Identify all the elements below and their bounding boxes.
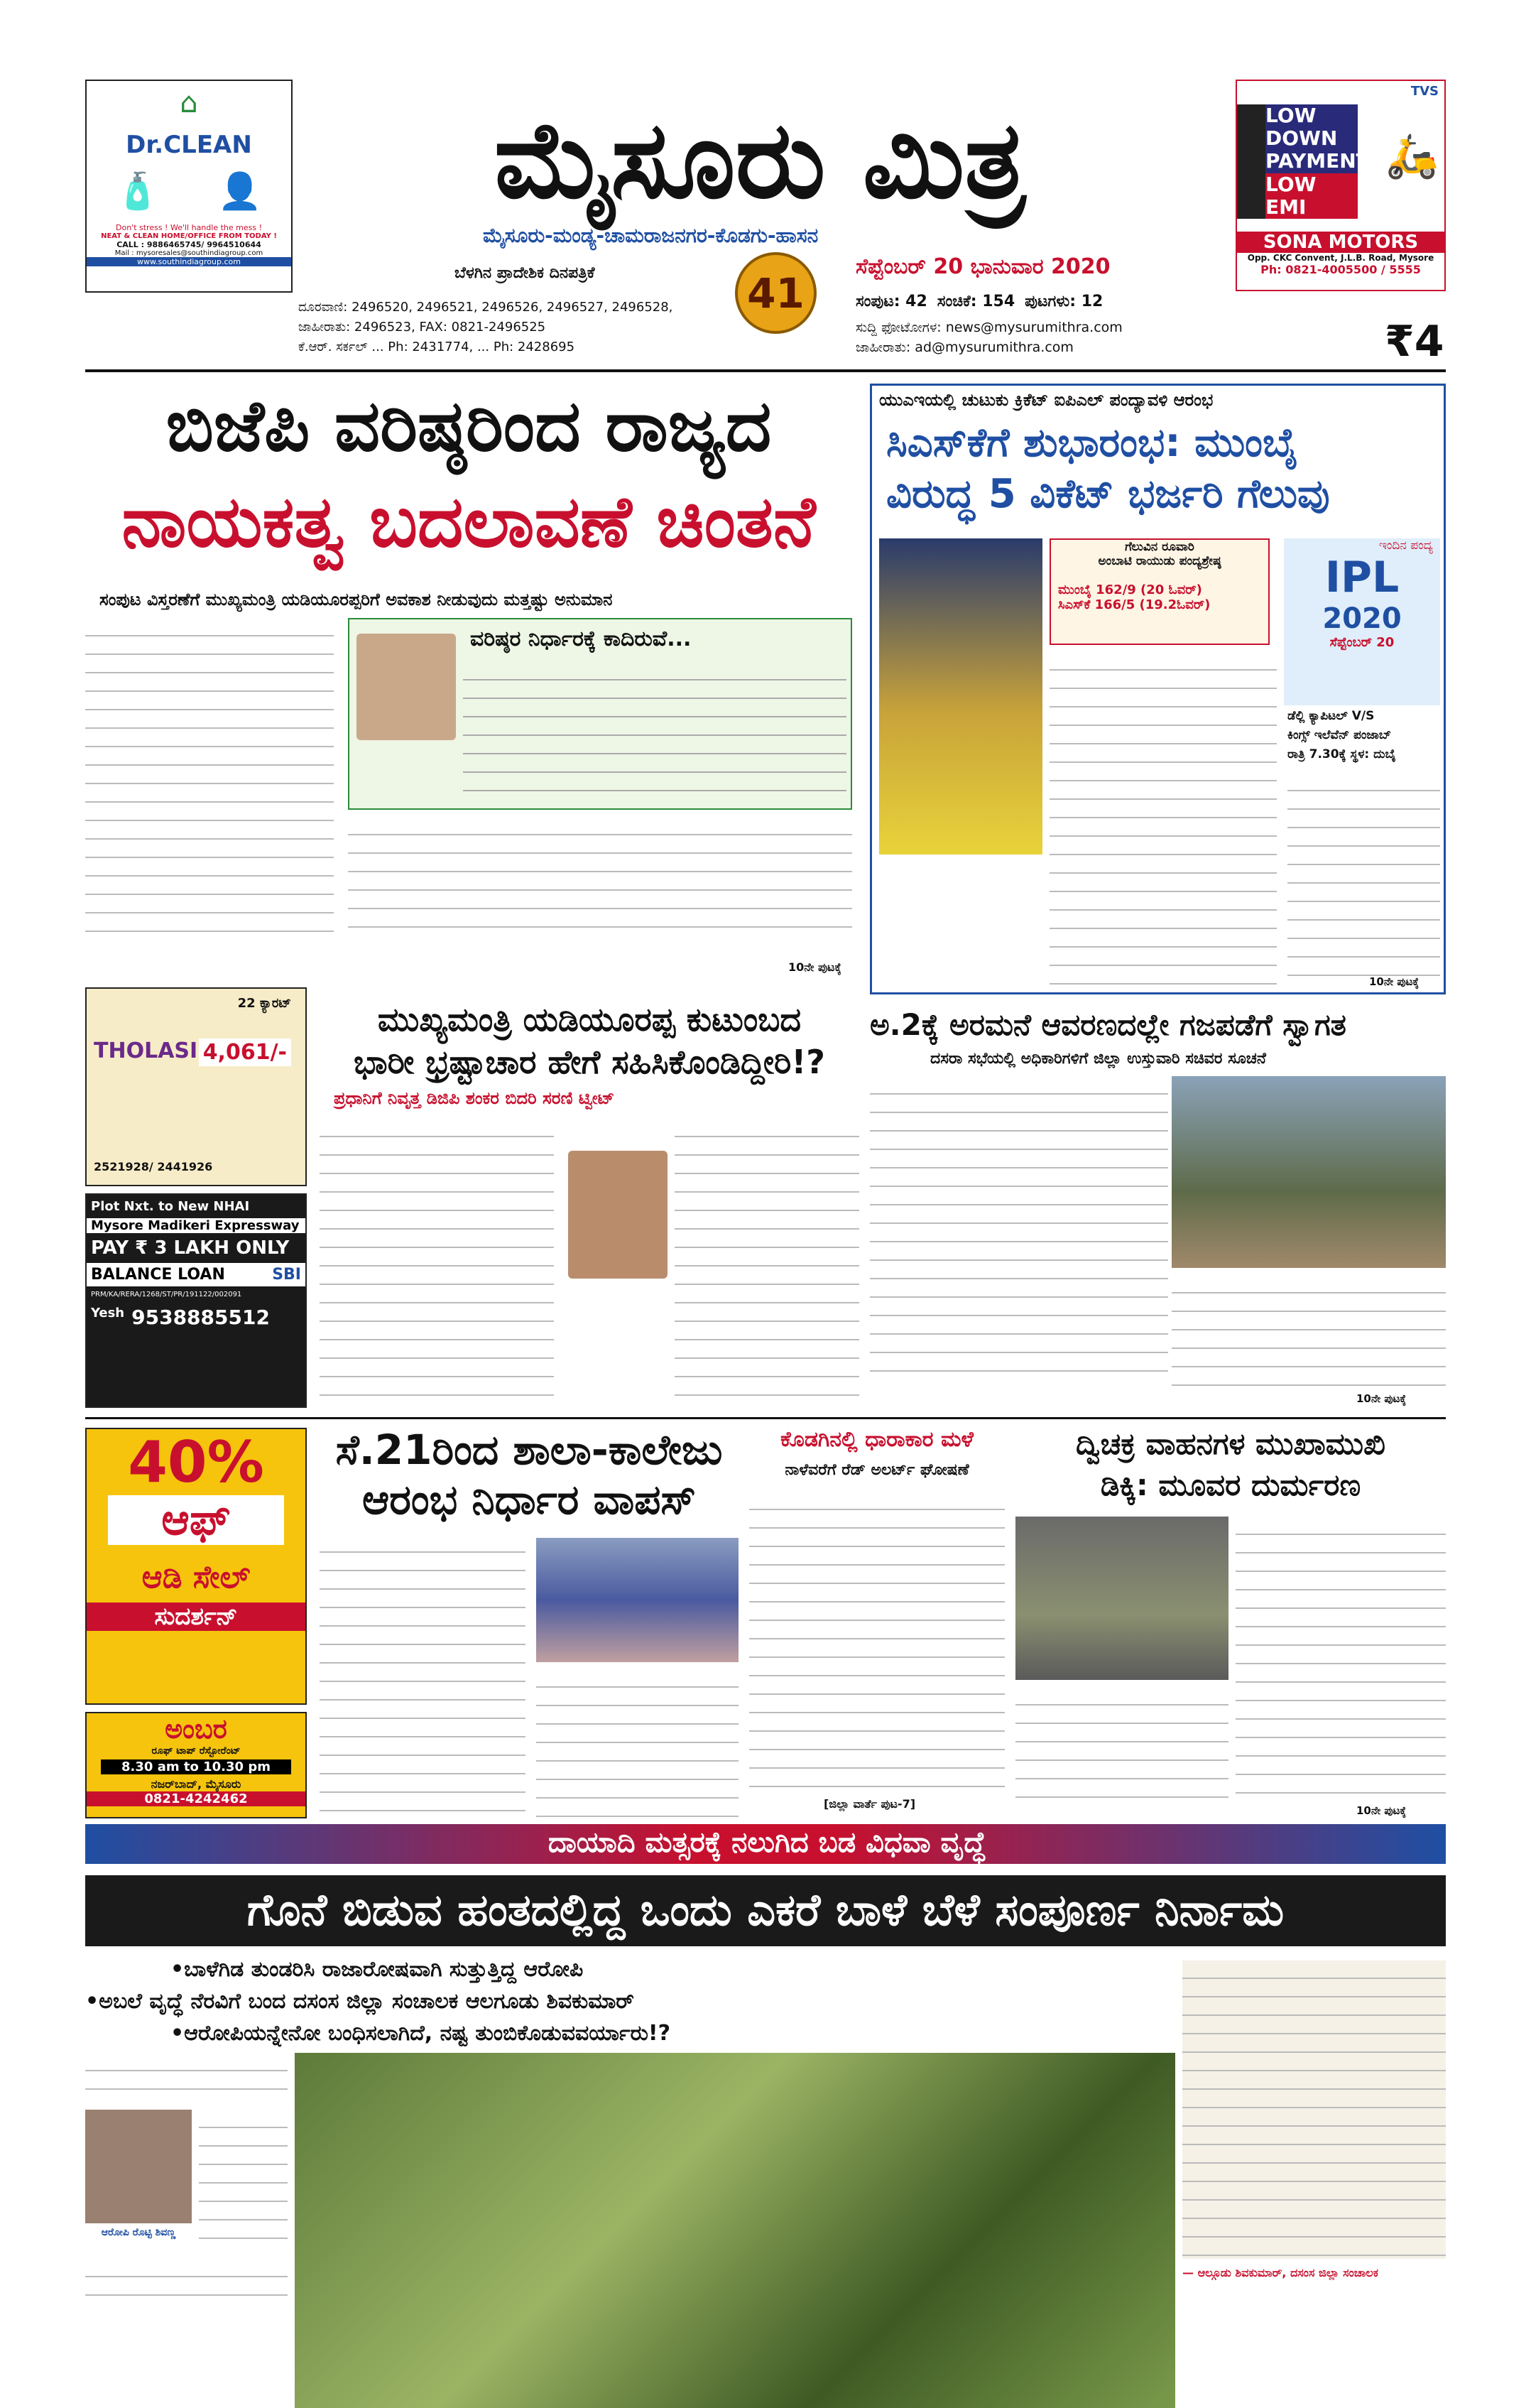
tvs-ad[interactable] [1236,80,1446,291]
elephant-photo [1172,1076,1446,1268]
drclean-ad[interactable] [85,80,293,293]
plot-l4: BALANCE LOAN [91,1266,225,1284]
tholasi-price: 4,061/- [199,1038,291,1066]
contact-address: ಕೆ.ಆರ್. ಸರ್ಕಲ್ ... Ph: 2431774, ... Ph: 2428695 [298,340,575,354]
ambara-time: 8.30 am to 10.30 pm [101,1759,291,1774]
price: ₹4 [1385,317,1444,367]
house-icon: ⌂ [180,87,198,119]
ipl-headline-2: ವಿರುದ್ಧ 5 ವಿಕೆಟ್ ಭರ್ಜರಿ ಗೆಲುವು [886,471,1330,517]
page-count: ಪುಟಗಳು: 12 [1025,293,1104,310]
bike-headline-2: ಡಿಕ್ಕಿ: ಮೂವರ ದುರ್ಮರಣ [1100,1468,1361,1502]
lead-headline-2: ನಾಯಕತ್ವ ಬದಲಾವಣೆ ಚಿಂತನೆ [121,480,816,563]
school-headline-1: ಸೆ.21ರಿಂದ ಶಾಲಾ-ಕಾಲೇಜು [335,1426,723,1474]
ipl-cont: 10ನೇ ಪುಟಕ್ಕೆ [1369,975,1420,988]
ipl-today: ಇಂದಿನ ಪಂದ್ಯ [1378,538,1433,553]
ipl-match-3: ರಾತ್ರಿ 7.30ಕ್ಕೆ ಸ್ಥಳ: ದುಬೈ [1287,747,1396,761]
drclean-web: www.southindiagroup.com [87,257,291,266]
masthead-subtitle: ಮೈಸೂರು-ಮಂಡ್ಯ-ಚಾಮರಾಜನಗರ-ಕೊಡಗು-ಹಾಸನ [483,224,819,247]
banana-bullet-1: •ಬಾಳೆಗಿಡ ತುಂಡರಿಸಿ ರಾಜಾರೋಷವಾಗಿ ಸುತ್ತುತ್ತಿದ್ದ ಆರೋಪಿ [170,1957,584,1982]
cleaning-icon: 🧴 [115,170,160,212]
drclean-tag1: Don't stress ! We'll handle the mess ! [116,223,262,232]
contact-fax: ಜಾಹೀರಾತು: 2496523, FAX: 0821-2496525 [298,320,546,335]
plot-bank: SBI [272,1266,301,1284]
anniversary-badge [735,252,817,334]
ipl-date: ಸೆಪ್ಟೆಂಬರ್ 20 [1329,635,1395,650]
plot-reg: PRM/KA/RERA/1268/ST/PR/191122/002091 [91,1291,242,1298]
sidebox-heading: ವರಿಷ್ಠರ ನಿರ್ಧಾರಕ್ಕೆ ಕಾದಿರುವೆ... [470,627,692,651]
cm-subhead: ಪ್ರಧಾನಿಗೆ ನಿವೃತ್ತ ಡಿಜಿಪಿ ಶಂಕರ ಬಿದರಿ ಸರಣಿ ಟ್ವೀಟ್ [334,1088,615,1108]
banner-text: ದಾಯಾದಿ ಮತ್ಸರಕ್ಕೆ ನಲುಗಿದ ಬಡ ವಿಧವಾ ವೃದ್ಧೆ [547,1826,986,1859]
plot-phone: 9538885512 [131,1306,270,1329]
drclean-phone: CALL : 9886465745/ 9964510644 [116,240,261,249]
bidari-photo [568,1151,668,1279]
ipl-match-2: ಕಿಂಗ್ಸ್ ಇಲೆವೆನ್ ಪಂಜಾಬ್ [1287,728,1391,742]
masthead-tagline: ಬೆಳಗಿನ ಪ್ರಾದೇಶಿಕ ದಿನಪತ್ರಿಕೆ [454,264,595,282]
ad-email: ಜಾಹೀರಾತು: ad@mysurumithra.com [856,340,1074,355]
tholasi-phone: 2521928/ 2441926 [94,1160,213,1173]
plot-ad[interactable] [85,1193,307,1408]
tholasi-name: THOLASI [94,1038,198,1063]
plot-l1: Plot Nxt. to New NHAI [91,1199,250,1214]
gaja-cont: 10ನೇ ಪುಟಕ್ಕೆ [1356,1392,1407,1405]
ipl-year: 2020 [1322,602,1402,635]
volume: ಸಂಪುಟ: 42 [856,293,927,310]
tvs-phone: Ph: 0821-4005500 / 5555 [1260,262,1421,276]
issue-date: ಸೆಪ್ಟೆಂಬರ್ 20 ಭಾನುವಾರ 2020 [856,254,1111,279]
anniversary-number: 41 [747,269,805,318]
lead-sidebox [348,618,852,810]
masthead-title: ಮೈಸೂರು ಮಿತ್ರ [494,97,1026,222]
drclean-tag2: NEAT & CLEAN HOME/OFFICE FROM TODAY ! [101,232,277,240]
tholasi-ad[interactable] [85,987,307,1186]
news-email: ಸುದ್ದಿ ಫೋಟೋಗಳ: news@mysurumithra.com [856,320,1123,335]
ipl-score-2: ಸಿಎಸ್‌ಕೆ 166/5 (19.2ಓವರ್) [1058,597,1211,612]
ipl-headline-1: ಸಿಎಸ್‌ಕೆಗೆ ಶುಭಾರಂಭ: ಮುಂಬೈ [886,420,1298,466]
ipl-logo: IPL [1324,553,1400,602]
tholasi-karat: 22 ಕ್ಯಾರಟ್ [237,996,291,1011]
plot-l3: PAY ₹ 3 LAKH ONLY [91,1237,290,1259]
ambara-phone: 0821-4242462 [87,1791,305,1806]
bike-photo [1015,1517,1228,1680]
plot-l2: Mysore Madikeri Expressway [87,1218,305,1233]
rain-cont: [ಜಿಲ್ಲಾ ವಾರ್ತೆ ಪುಟ-7] [824,1797,916,1811]
tvs-l1: LOW [1265,104,1358,127]
rain-subhead: ನಾಳೆವರೆಗೆ ರೆಡ್ ಅಲರ್ಟ್ ಘೋಷಣೆ [785,1461,969,1479]
cleaner-icon: 👤 [217,170,263,212]
bike-cont: 10ನೇ ಪುಟಕ್ಕೆ [1356,1804,1407,1817]
tvs-l3: PAYMENT [1265,149,1370,173]
plot-brand: Yesh [91,1306,125,1320]
ipl-match-1: ಡೆಲ್ಲಿ ಕ್ಯಾಪಿಟಲ್ V/S [1287,709,1375,723]
rain-headline: ಕೊಡಗಿನಲ್ಲಿ ಧಾರಾಕಾರ ಮಳೆ [780,1427,974,1452]
gaja-subhead: ದಸರಾ ಸಭೆಯಲ್ಲಿ ಅಧಿಕಾರಿಗಳಿಗೆ ಜಿಲ್ಲಾ ಉಸ್ತುವಾರಿ ಸಚಿವರ ಸೂಚನೆ [930,1050,1266,1068]
cm-headline-2: ಭಾರೀ ಭ್ರಷ್ಟಾಚಾರ ಹೇಗೆ ಸಹಿಸಿಕೊಂಡಿದ್ದೀರಿ!? [354,1043,825,1081]
banana-bullet-2: •ಅಬಲೆ ವೃದ್ಧೆ ನೆರವಿಗೆ ಬಂದ ದಸಂಸ ಜಿಲ್ಲಾ ಸಂಚಾಲಕ ಆಲಗೂಡು ಶಿವಕುಮಾರ್ [85,1989,634,2014]
ipl-box [870,384,1446,994]
tvs-brand: TVS [1410,84,1439,99]
ipl-box-2: ಅಂಬಾಟಿ ರಾಯುಡು ಪಂದ್ಯಶ್ರೇಷ್ಠ [1098,554,1221,568]
ipl-player-photo [879,538,1042,855]
contact-phones: ದೂರವಾಣಿ: 2496520, 2496521, 2496526, 2496527, 2496528, [298,300,673,315]
quote-1-attr: — ಆಲ್ಗೂಡು ಶಿವಕುಮಾರ್, ದಸಂಸ ಜಿಲ್ಲಾ ಸಂಚಾಲಕ [1182,2266,1378,2279]
tvs-addr: Opp. CKC Convent, J.L.B. Road, Mysore [1247,252,1434,263]
tvs-l4: LOW EMI [1265,173,1358,219]
accused-caption: ಆರೋಪಿ ರೊಟ್ಟಿ ಶಿವಣ್ಣ [101,2227,176,2238]
lead-headline-1: ಬಿಜೆಪಿ ವರಿಷ್ಠರಿಂದ ರಾಜ್ಯದ [165,384,772,467]
ambara-name: ಅಂಬರ [165,1713,227,1745]
ipl-score-1: ಮುಂಬೈ 162/9 (20 ಓವರ್) [1058,582,1202,597]
sudarshan-pct: 40% [128,1429,264,1495]
sudarshan-ad[interactable] [85,1428,307,1705]
ambara-place: ನಜರ್‌ಬಾದ್, ಮೈಸೂರು [151,1777,241,1791]
accused-photo [85,2110,192,2223]
ipl-kicker: ಯುಎಇಯಲ್ಲಿ ಚುಟುಕು ಕ್ರಿಕೆಟ್ ಐಪಿಎಲ್ ಪಂದ್ಯಾವಳಿ ಆರಂಭ [879,390,1214,410]
tvs-dealer: SONA MOTORS [1237,232,1444,253]
banana-bullet-3: •ಆರೋಪಿಯನ್ನೇನೋ ಬಂಧಿಸಲಾಗಿದೆ, ನಷ್ಟ ತುಂಬಿಕೊಡುವವರ್ಯಾರು!? [170,2021,670,2046]
cm-photo [356,634,456,740]
drclean-mail: Mail : mysoresales@southindiagroup.com [114,249,263,257]
drclean-name: Dr.CLEAN [126,131,252,159]
school-headline-2: ಆರಂಭ ನಿರ್ಧಾರ ವಾಪಸ್ [361,1475,697,1524]
students-photo [536,1538,739,1662]
bike-headline-1: ದ್ವಿಚಕ್ರ ವಾಹನಗಳ ಮುಖಾಮುಖಿ [1075,1426,1385,1461]
banana-field-photo [295,2053,1175,2408]
ambara-ad[interactable] [85,1712,307,1818]
ambara-sub: ರೂಫ್ ಟಾಪ್ ರೆಸ್ಟೋರೆಂಟ್ [151,1745,241,1757]
banana-headline: ಗೊನೆ ಬಿಡುವ ಹಂತದಲ್ಲಿದ್ದ ಒಂದು ಎಕರೆ ಬಾಳೆ ಬೆಳೆ ಸಂಪೂರ್ಣ ನಿರ್ನಾಮ [246,1884,1285,1936]
issue-no: ಸಂಚಿಕೆ: 154 [937,293,1015,310]
lead-cont: 10ನೇ ಪುಟಕ್ಕೆ [788,960,841,974]
tvs-l2: DOWN [1265,127,1358,150]
scooter-icon: 🛵 [1385,131,1439,181]
sudarshan-off: ಆಫ್ [108,1495,284,1545]
sudarshan-sale: ಆಡಿ ಸೇಲ್ [141,1559,251,1595]
lead-subhead: ಸಂಪುಟ ವಿಸ್ತರಣೆಗೆ ಮುಖ್ಯಮಂತ್ರಿ ಯಡಿಯೂರಪ್ಪರಿಗೆ ಅವಕಾಶ ನೀಡುವುದು ಮತ್ತಷ್ಟು ಅನುಮಾನ [99,590,613,609]
sudarshan-brand: ಸುದರ್ಶನ್ [87,1602,305,1631]
gaja-headline: ಅ.2ಕ್ಕೆ ಅರಮನೆ ಆವರಣದಲ್ಲೇ ಗಜಪಡೆಗೆ ಸ್ವಾಗತ [870,1007,1346,1042]
lead-body [85,618,334,938]
cm-headline-1: ಮುಖ್ಯಮಂತ್ರಿ ಯಡಿಯೂರಪ್ಪ ಕುಟುಂಬದ [377,1000,802,1038]
ipl-box-1: ಗೆಲುವಿನ ರೂವಾರಿ [1125,540,1194,554]
issue-meta [856,293,1103,310]
